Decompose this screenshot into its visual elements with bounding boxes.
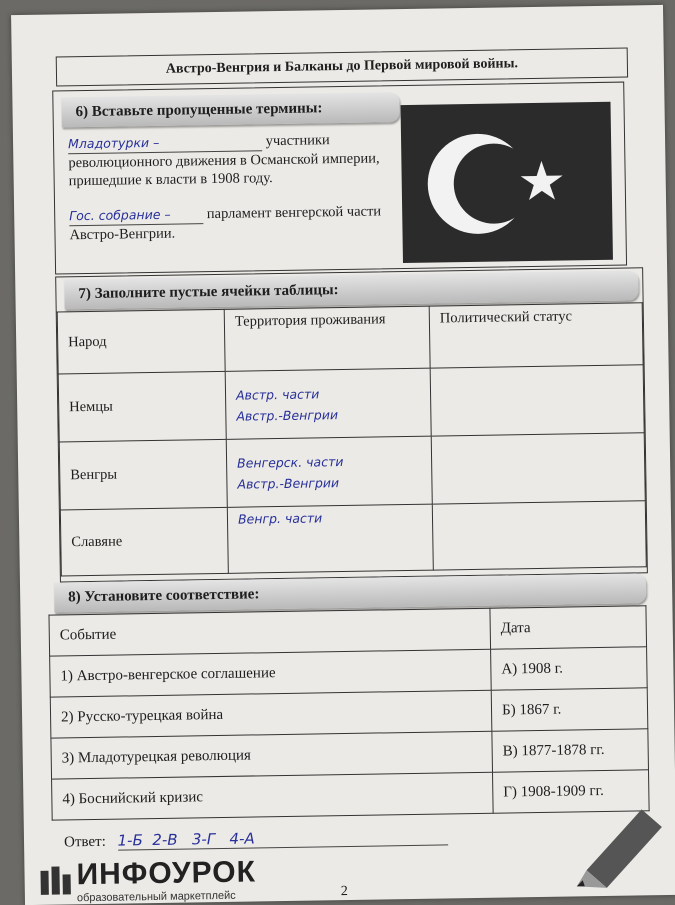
term-1-answer: Младотурки –: [68, 132, 262, 154]
page-number: 2: [340, 883, 348, 900]
term-2-answer: Гос. собрание –: [69, 205, 203, 226]
people-cell: Славяне: [60, 507, 228, 576]
column-header: Событие: [49, 608, 491, 656]
handwritten-answer: Венгерск. части: [236, 453, 344, 471]
pencil-icon: [571, 801, 668, 888]
logo-tagline: образовательный маркетплейс: [76, 889, 236, 905]
table-row: [59, 433, 645, 510]
table-row: [52, 770, 650, 820]
status-cell: [432, 501, 646, 570]
section-8: [48, 571, 650, 816]
status-cell: [431, 433, 645, 504]
section-7-header: 7) Заполните пустые ячейки таблицы:: [64, 270, 638, 309]
section-7: [55, 267, 648, 582]
date-cell: Б) 1867 г.: [491, 688, 648, 731]
territory-cell: [227, 504, 433, 573]
peoples-table: [57, 302, 647, 576]
column-header: Народ: [57, 309, 225, 374]
handwritten-answer: Австр.-Венгрии: [237, 474, 340, 492]
logo-mark-icon: [38, 864, 73, 899]
ottoman-flag-image: [401, 102, 613, 263]
column-header: Политический статус: [429, 303, 643, 368]
logo-name: ИНФОУРОК: [76, 855, 257, 892]
worksheet-page: [11, 5, 675, 905]
column-header: Территория проживания: [224, 306, 430, 371]
date-cell: А) 1908 г.: [491, 647, 648, 690]
term-1-definition: участники революционного движения в Османской империи, пришедшие к власти в 1908 году.: [68, 132, 380, 190]
crescent-star-icon: [401, 102, 613, 263]
date-cell: Г) 1908-1909 гг.: [493, 770, 650, 813]
term-1-sentence: [68, 130, 399, 190]
handwritten-answer: Австр.-Венгрии: [236, 406, 339, 424]
event-cell: 4) Боснийский кризис: [52, 772, 494, 820]
handwritten-answer: 1-Б 2-В 3-Г 4-А: [117, 829, 255, 850]
section-6-header: 6) Вставьте пропущенные термины:: [61, 92, 399, 127]
event-cell: 1) Австро-венгерское соглашение: [50, 649, 492, 697]
answer-label: Ответ:: [63, 833, 106, 851]
worksheet-title: Австро-Венгрия и Балканы до Первой мировой войны.: [56, 47, 628, 86]
territory-cell: [226, 436, 432, 507]
people-cell: Венгры: [59, 439, 227, 510]
status-cell: [430, 365, 644, 436]
handwritten-answer: Австр. части: [235, 385, 320, 403]
table-header-row: [57, 303, 643, 374]
term-2-sentence: [69, 202, 400, 244]
handwritten-answer: Венгр. части: [237, 510, 323, 527]
event-cell: 3) Младотурецкая революция: [51, 731, 493, 779]
table-row: [58, 365, 644, 442]
section-8-header: 8) Установите соответствие:: [54, 573, 646, 612]
infourok-logo: [38, 855, 256, 904]
event-cell: 2) Русско-турецкая война: [50, 690, 492, 738]
people-cell: Немцы: [58, 371, 226, 442]
term-2-definition: парламент венгерской части Австро-Венгрии.: [69, 203, 382, 244]
territory-cell: [225, 368, 431, 439]
date-cell: В) 1877-1878 гг.: [492, 729, 649, 772]
table-row: [60, 501, 646, 576]
matching-table: [48, 605, 649, 820]
column-header: Дата: [490, 606, 647, 649]
